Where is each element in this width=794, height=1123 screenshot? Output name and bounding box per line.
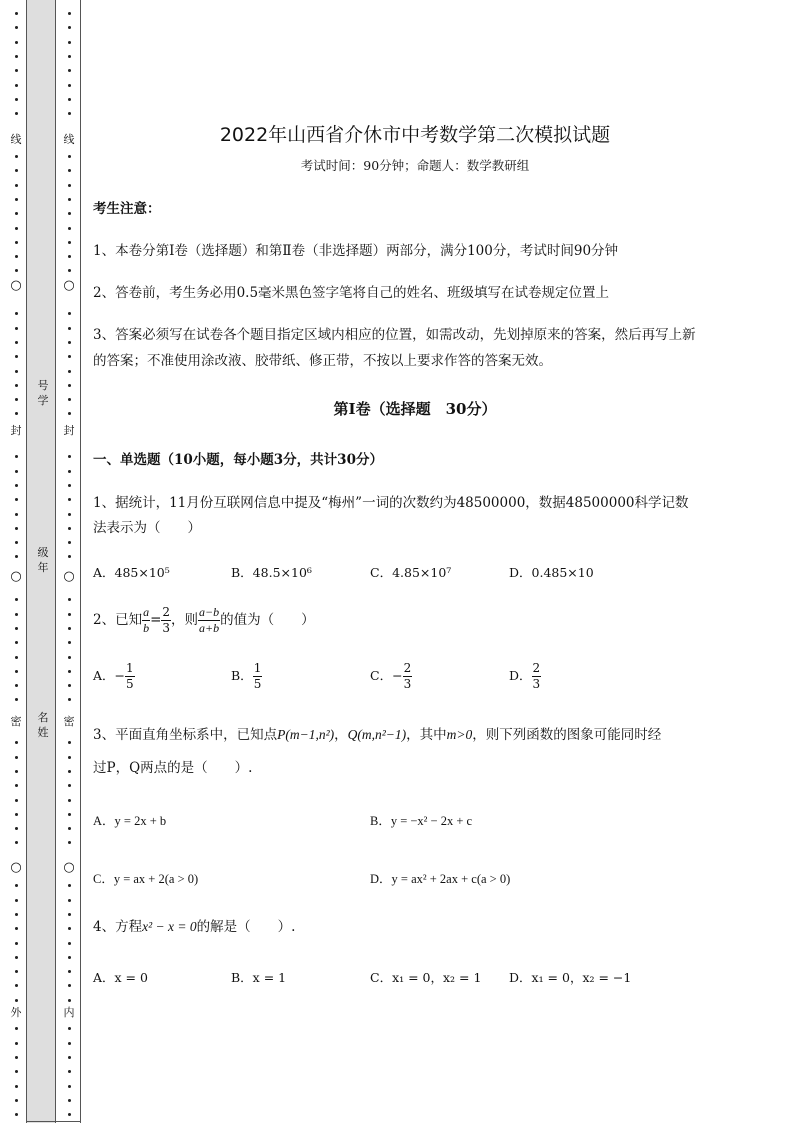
cut-dot bbox=[15, 899, 18, 902]
cut-dot bbox=[68, 698, 71, 701]
cut-dot bbox=[68, 942, 71, 945]
cut-dot bbox=[68, 398, 71, 401]
cut-dot bbox=[15, 956, 18, 959]
cut-dot bbox=[15, 398, 18, 401]
cut-dot bbox=[15, 884, 18, 887]
student-id-label: 号学 bbox=[37, 379, 49, 407]
grade-label: 级年 bbox=[37, 546, 49, 574]
name-label: 名姓 bbox=[37, 711, 49, 739]
cut-dot bbox=[68, 813, 71, 816]
cut-dot bbox=[68, 198, 71, 201]
cut-dot bbox=[15, 1056, 18, 1059]
cut-dot bbox=[15, 756, 18, 759]
cut-dot bbox=[68, 269, 71, 272]
inner-mark-seal: 封 bbox=[63, 424, 75, 437]
inner-circle: ○ bbox=[63, 278, 75, 293]
cut-dot bbox=[68, 1099, 71, 1102]
cut-dot bbox=[68, 656, 71, 659]
cut-dot bbox=[68, 1085, 71, 1088]
q2-option-a: A．− $\frac{1}{5}$ bbox=[93, 661, 134, 691]
cut-dot bbox=[68, 26, 71, 29]
cut-dot bbox=[68, 684, 71, 687]
q2-fraction-expr: $\frac{a-b}{a+b}$ bbox=[199, 605, 220, 635]
cut-dot bbox=[15, 684, 18, 687]
q3-option-a: A．y = 2x + b bbox=[93, 814, 167, 828]
section-title: 第Ⅰ卷（选择题 30分） bbox=[333, 400, 497, 418]
cut-dot bbox=[15, 827, 18, 830]
cut-dot bbox=[15, 513, 18, 516]
notice-heading: 考生注意： bbox=[93, 201, 161, 217]
cut-dot bbox=[68, 484, 71, 487]
notice-item-1: 1、本卷分第I卷（选择题）和第Ⅱ卷（非选择题）两部分，满分100分，考试时间90分钟 bbox=[93, 243, 619, 259]
cut-dot bbox=[15, 198, 18, 201]
q2-mid: ，则 bbox=[171, 612, 199, 628]
cut-dot bbox=[68, 827, 71, 830]
cut-dot bbox=[68, 184, 71, 187]
q2-prefix: 2、已知 bbox=[93, 612, 143, 628]
outer-circle: ○ bbox=[10, 278, 22, 293]
cut-dot bbox=[68, 41, 71, 44]
cut-dot bbox=[68, 741, 71, 744]
cut-dot bbox=[68, 55, 71, 58]
cut-dot bbox=[68, 69, 71, 72]
cut-dot bbox=[15, 1027, 18, 1030]
cut-dot bbox=[15, 741, 18, 744]
cut-dot bbox=[15, 241, 18, 244]
cut-dot bbox=[68, 884, 71, 887]
cut-dot bbox=[68, 1056, 71, 1059]
cut-dot bbox=[15, 184, 18, 187]
cut-dot bbox=[15, 555, 18, 558]
cut-dot bbox=[15, 698, 18, 701]
cut-dot bbox=[15, 527, 18, 530]
cut-dot bbox=[15, 269, 18, 272]
cut-dot bbox=[15, 455, 18, 458]
cut-dot bbox=[68, 770, 71, 773]
cut-dot bbox=[68, 784, 71, 787]
q2-fraction-ab: $\frac{a}{b}$ bbox=[143, 605, 150, 635]
inner-circle: ○ bbox=[63, 569, 75, 584]
cut-dot bbox=[68, 841, 71, 844]
cut-dot bbox=[68, 927, 71, 930]
cut-dot bbox=[68, 541, 71, 544]
notice-item-3-cont: 的答案；不准使用涂改液、胶带纸、修正带，不按以上要求作答的答案无效。 bbox=[93, 353, 552, 369]
cut-dot bbox=[15, 169, 18, 172]
cut-dot bbox=[15, 255, 18, 258]
q3-option-b: B．y = −x² − 2x + c bbox=[370, 814, 473, 828]
cut-dot bbox=[15, 155, 18, 158]
cut-dot bbox=[68, 341, 71, 344]
cut-dot bbox=[68, 498, 71, 501]
cut-dot bbox=[15, 227, 18, 230]
exam-subtitle: 考试时间：90分钟；命题人：数学教研组 bbox=[300, 158, 530, 173]
cut-dot bbox=[15, 370, 18, 373]
cut-dot bbox=[15, 112, 18, 115]
cut-dot bbox=[15, 984, 18, 987]
cut-dot bbox=[15, 1099, 18, 1102]
cut-dot bbox=[15, 84, 18, 87]
cut-dot bbox=[15, 69, 18, 72]
cut-dot bbox=[68, 555, 71, 558]
q1-option-b: B．48.5×10⁶ bbox=[231, 565, 312, 580]
cut-dot bbox=[68, 384, 71, 387]
cut-dot bbox=[15, 1070, 18, 1073]
cut-dot bbox=[68, 756, 71, 759]
cut-dot bbox=[15, 613, 18, 616]
q2-option-c: C．− $\frac{2}{3}$ bbox=[370, 661, 412, 691]
cut-dot bbox=[68, 613, 71, 616]
q2-equals: = bbox=[150, 612, 162, 628]
q3-line-2: 过P，Q两点的是（ ）. bbox=[93, 760, 253, 776]
q4-stem: 4、方程x² − x = 0的解是（ ）. bbox=[93, 919, 296, 935]
q1-option-c: C．4.85×10⁷ bbox=[370, 565, 452, 580]
q2-fraction-23: $\frac{2}{3}$ bbox=[162, 605, 171, 635]
outer-mark-outside: 外 bbox=[10, 1006, 22, 1019]
cut-dot bbox=[15, 1085, 18, 1088]
q4-option-b: B．x = 1 bbox=[231, 970, 287, 985]
cut-dot bbox=[15, 641, 18, 644]
outer-mark-secret: 密 bbox=[10, 715, 22, 728]
q2-stem bbox=[93, 602, 315, 638]
cut-dot bbox=[15, 813, 18, 816]
cut-dot bbox=[15, 913, 18, 916]
cut-dot bbox=[15, 341, 18, 344]
q3-condition: m>0 bbox=[446, 727, 473, 742]
inner-mark-inside: 内 bbox=[63, 1006, 75, 1019]
cut-dot bbox=[15, 484, 18, 487]
cut-dot bbox=[15, 1113, 18, 1116]
cut-dot bbox=[68, 513, 71, 516]
cut-dot bbox=[15, 312, 18, 315]
cut-dot bbox=[68, 799, 71, 802]
notice-item-2: 2、答卷前，考生务必用0.5毫米黑色签字笔将自己的姓名、班级填写在试卷规定位置上 bbox=[93, 285, 610, 301]
cut-dot bbox=[15, 627, 18, 630]
binding-line bbox=[80, 0, 81, 1123]
q4-equation: x² − x = 0 bbox=[142, 919, 197, 934]
cut-dot bbox=[68, 327, 71, 330]
cut-dot bbox=[15, 656, 18, 659]
cut-dot bbox=[68, 670, 71, 673]
cut-dot bbox=[15, 784, 18, 787]
q2-suffix: 的值为（ ） bbox=[220, 612, 315, 628]
cut-dot bbox=[68, 999, 71, 1002]
cut-dot bbox=[15, 1042, 18, 1045]
cut-dot bbox=[68, 412, 71, 415]
cut-dot bbox=[68, 84, 71, 87]
cut-dot bbox=[15, 770, 18, 773]
cut-dot bbox=[15, 327, 18, 330]
cut-dot bbox=[68, 899, 71, 902]
q4-option-d: D．x₁ = 0，x₂ = −1 bbox=[509, 970, 632, 985]
outer-circle: ○ bbox=[10, 860, 22, 875]
cut-dot bbox=[15, 384, 18, 387]
cut-dot bbox=[68, 112, 71, 115]
q1-option-d: D．0.485×10 bbox=[509, 565, 594, 580]
cut-dot bbox=[68, 212, 71, 215]
cut-dot bbox=[68, 641, 71, 644]
cut-dot bbox=[15, 98, 18, 101]
inner-circle: ○ bbox=[63, 860, 75, 875]
outer-circle: ○ bbox=[10, 569, 22, 584]
cut-dot bbox=[15, 999, 18, 1002]
cut-dot bbox=[15, 355, 18, 358]
cut-dot bbox=[15, 598, 18, 601]
cut-dot bbox=[15, 799, 18, 802]
cut-dot bbox=[68, 227, 71, 230]
cut-dot bbox=[68, 984, 71, 987]
binding-bottom-line bbox=[26, 1121, 81, 1122]
cut-dot bbox=[15, 541, 18, 544]
cut-dot bbox=[68, 98, 71, 101]
q2-option-d: D． $\frac{2}{3}$ bbox=[509, 661, 541, 691]
cut-dot bbox=[15, 26, 18, 29]
cut-dot bbox=[68, 355, 71, 358]
part-heading: 一、单选题（10小题，每小题3分，共计30分） bbox=[93, 452, 383, 468]
q1-option-a: A．485×10⁵ bbox=[93, 565, 170, 580]
q4-option-c: C．x₁ = 0，x₂ = 1 bbox=[370, 970, 482, 985]
cut-dot bbox=[68, 312, 71, 315]
q3-point-q: Q(m,n²−1) bbox=[347, 727, 407, 742]
cut-dot bbox=[15, 942, 18, 945]
exam-title: 2022年山西省介休市中考数学第二次模拟试题 bbox=[219, 124, 611, 146]
cut-dot bbox=[68, 155, 71, 158]
cut-dot bbox=[68, 255, 71, 258]
cut-dot bbox=[15, 41, 18, 44]
cut-dot bbox=[68, 12, 71, 15]
q1-line-1: 1、据统计，11月份互联网信息中提及“梅州”一词的次数约为48500000，数据48500000科学记数 bbox=[93, 495, 689, 511]
cut-dot bbox=[68, 1113, 71, 1116]
cut-dot bbox=[68, 455, 71, 458]
q3-line-1: 3、平面直角坐标系中，已知点P(m−1,n²)，Q(m,n²−1)，其中m>0，则下列函数的图象可能同时经 bbox=[93, 727, 662, 743]
outer-mark-seal: 封 bbox=[10, 424, 22, 437]
cut-dot bbox=[68, 1070, 71, 1073]
cut-dot bbox=[68, 970, 71, 973]
cut-dot bbox=[68, 527, 71, 530]
q3-option-c: C．y = ax + 2(a > 0) bbox=[93, 872, 199, 886]
cut-dot bbox=[15, 970, 18, 973]
cut-dot bbox=[68, 470, 71, 473]
cut-dot bbox=[68, 913, 71, 916]
q2-option-b: B． $\frac{1}{5}$ bbox=[231, 661, 262, 691]
cut-dot bbox=[68, 1042, 71, 1045]
cut-dot bbox=[68, 241, 71, 244]
outer-mark-line: 线 bbox=[10, 133, 22, 146]
cut-dot bbox=[68, 956, 71, 959]
cut-dot bbox=[15, 927, 18, 930]
q3-point-p: P(m−1,n²) bbox=[277, 727, 335, 742]
cut-dot bbox=[15, 841, 18, 844]
notice-item-3: 3、答案必须写在试卷各个题目指定区域内相应的位置，如需改动，先划掉原来的答案，然后再写上新 bbox=[93, 327, 696, 343]
inner-mark-secret: 密 bbox=[63, 715, 75, 728]
cut-dot bbox=[68, 370, 71, 373]
cut-dot bbox=[15, 470, 18, 473]
q3-option-d: D．y = ax² + 2ax + c(a > 0) bbox=[370, 872, 511, 886]
inner-mark-line: 线 bbox=[63, 133, 75, 146]
q4-option-a: A．x = 0 bbox=[93, 970, 148, 985]
cut-dot bbox=[68, 627, 71, 630]
cut-dot bbox=[15, 212, 18, 215]
cut-dot bbox=[15, 12, 18, 15]
cut-dot bbox=[68, 169, 71, 172]
cut-dot bbox=[68, 598, 71, 601]
cut-dot bbox=[15, 55, 18, 58]
cut-dot bbox=[68, 1027, 71, 1030]
cut-dot bbox=[15, 670, 18, 673]
cut-dot bbox=[15, 412, 18, 415]
cut-dot bbox=[15, 498, 18, 501]
q1-line-2: 法表示为（ ） bbox=[93, 520, 201, 536]
